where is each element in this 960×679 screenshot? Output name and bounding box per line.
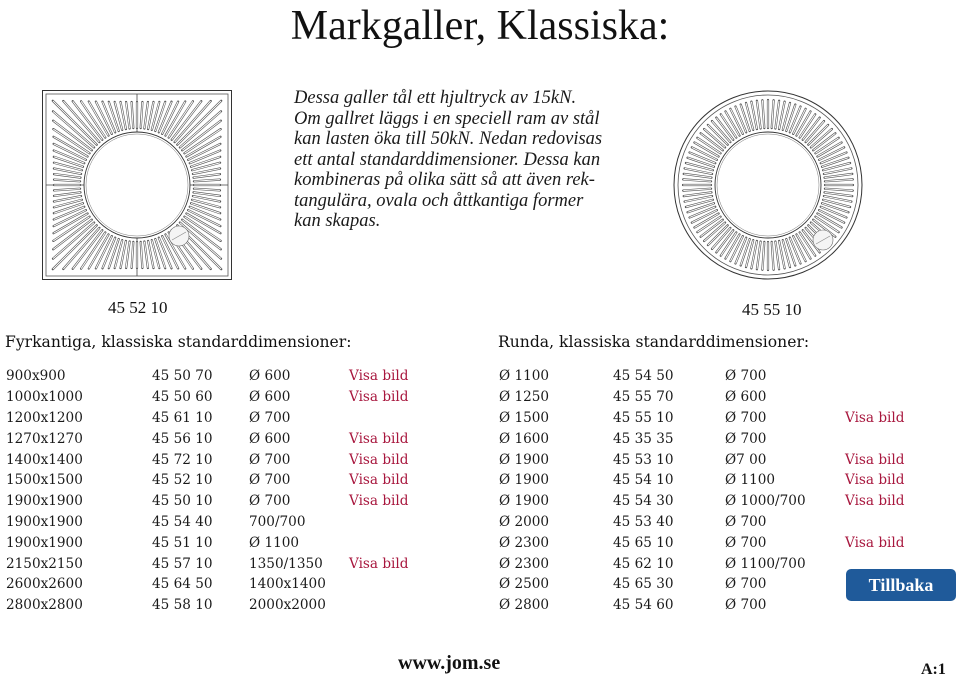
article-code-cell: 45 51 10 xyxy=(152,534,213,551)
show-image-link[interactable]: Visa bild xyxy=(845,472,905,489)
article-code-cell: 45 64 50 xyxy=(152,576,213,593)
hole-size-cell: 2000x2000 xyxy=(249,597,326,614)
show-image-link xyxy=(845,512,925,533)
intro-line: Dessa galler tål ett hjultryck av 15kN. xyxy=(294,88,577,108)
dimension-cell: Ø 2300 xyxy=(499,555,550,572)
dimension-cell: 1000x1000 xyxy=(6,389,83,406)
article-code-cell: 45 35 35 xyxy=(613,430,674,447)
table-row xyxy=(499,387,925,408)
dimension-cell: 2150x2150 xyxy=(6,555,83,572)
page-number: A:1 xyxy=(921,661,946,678)
intro-text xyxy=(294,88,664,232)
dimension-cell: Ø 2300 xyxy=(499,534,550,551)
intro-line: kan skapas. xyxy=(294,211,381,231)
show-image-link[interactable]: Visa bild xyxy=(349,368,409,385)
article-code-cell: 45 54 50 xyxy=(613,368,674,385)
article-code-cell: 45 65 30 xyxy=(613,576,674,593)
article-code-cell: 45 61 10 xyxy=(152,409,213,426)
article-code-cell: 45 54 60 xyxy=(613,597,674,614)
hole-size-cell: 700/700 xyxy=(249,513,306,530)
intro-line: kombineras på olika sätt så att även rek- xyxy=(294,170,595,190)
show-image-link xyxy=(349,532,429,553)
intro-line: Om gallret läggs i en speciell ram av stål xyxy=(294,108,600,129)
dimension-cell: 1900x1900 xyxy=(6,513,83,530)
round-grate-code: 45 55 10 xyxy=(742,300,802,319)
dimension-cell: 1270x1270 xyxy=(6,430,83,447)
table-row xyxy=(499,491,925,512)
square-grate-drawing xyxy=(42,90,232,280)
show-image-link[interactable]: Visa bild xyxy=(349,555,409,572)
hole-size-cell: Ø 700 xyxy=(249,451,291,468)
dimension-cell: Ø 1500 xyxy=(499,409,550,426)
dimension-cell: 900x900 xyxy=(6,368,66,385)
article-code-cell: 45 50 70 xyxy=(152,368,213,385)
intro-line: ett antal standarddimensioner. Dessa kan xyxy=(294,149,601,170)
intro-line: tangulära, ovala och åttkantiga former xyxy=(294,190,584,211)
hole-size-cell: Ø 600 xyxy=(249,368,291,385)
table-row xyxy=(6,408,429,429)
dimension-cell: Ø 2500 xyxy=(499,576,550,593)
dimension-cell: Ø 1100 xyxy=(499,368,550,385)
article-code-cell: 45 52 10 xyxy=(152,472,213,489)
article-code-cell: 45 53 10 xyxy=(613,451,674,468)
hole-size-cell: Ø 700 xyxy=(725,430,767,447)
dimension-cell: Ø 1900 xyxy=(499,493,550,510)
table-row xyxy=(499,532,925,553)
hole-size-cell: Ø 700 xyxy=(725,576,767,593)
article-code-cell: 45 56 10 xyxy=(152,430,213,447)
intro-line: kan lasten öka till 50kN. Nedan redovisas xyxy=(294,129,603,149)
dimension-cell: Ø 2800 xyxy=(499,597,550,614)
hole-size-cell: Ø 700 xyxy=(725,368,767,385)
show-image-link[interactable]: Visa bild xyxy=(349,430,409,447)
show-image-link xyxy=(349,408,429,429)
hole-size-cell: Ø7 00 xyxy=(725,451,767,468)
article-code-cell: 45 54 40 xyxy=(152,513,213,530)
show-image-link xyxy=(349,574,429,595)
table-row xyxy=(6,532,429,553)
article-code-cell: 45 50 60 xyxy=(152,389,213,406)
dimension-cell: Ø 2000 xyxy=(499,513,550,530)
table-row xyxy=(6,449,429,470)
article-code-cell: 45 57 10 xyxy=(152,555,213,572)
hole-size-cell: 1350/1350 xyxy=(249,555,323,572)
show-image-link xyxy=(845,428,925,449)
square-grate-code: 45 52 10 xyxy=(108,298,168,317)
show-image-link[interactable]: Visa bild xyxy=(349,451,409,468)
dimension-cell: 1900x1900 xyxy=(6,493,83,510)
hole-size-cell: Ø 700 xyxy=(725,534,767,551)
table-row xyxy=(6,553,429,574)
show-image-link[interactable]: Visa bild xyxy=(845,493,905,510)
dimension-cell: 2600x2600 xyxy=(6,576,83,593)
article-code-cell: 45 54 10 xyxy=(613,472,674,489)
page-title: Markgaller, Klassiska: xyxy=(290,3,670,49)
article-code-cell: 45 58 10 xyxy=(152,597,213,614)
table-row xyxy=(6,595,429,616)
dimension-cell: 1400x1400 xyxy=(6,451,83,468)
hole-size-cell: Ø 700 xyxy=(249,409,291,426)
table-row xyxy=(499,366,925,387)
hole-size-cell: Ø 700 xyxy=(249,493,291,510)
show-image-link[interactable]: Visa bild xyxy=(845,534,905,551)
article-code-cell: 45 62 10 xyxy=(613,555,674,572)
hole-size-cell: Ø 1100/700 xyxy=(725,555,806,572)
square-grate-image xyxy=(42,90,232,280)
dimension-cell: 1900x1900 xyxy=(6,534,83,551)
table-row xyxy=(6,512,429,533)
table-row xyxy=(6,574,429,595)
square-dimensions-table xyxy=(6,366,429,616)
article-code-cell: 45 55 10 xyxy=(613,409,674,426)
show-image-link xyxy=(845,366,925,387)
table-row xyxy=(6,491,429,512)
table-row xyxy=(6,366,429,387)
hole-size-cell: Ø 1000/700 xyxy=(725,493,806,510)
show-image-link[interactable]: Visa bild xyxy=(845,451,905,468)
hole-size-cell: Ø 700 xyxy=(249,472,291,489)
hole-size-cell: 1400x1400 xyxy=(249,576,326,593)
show-image-link xyxy=(845,387,925,408)
square-dimensions-heading: Fyrkantiga, klassiska standarddimensioner: xyxy=(5,333,352,351)
table-row xyxy=(499,512,925,533)
hole-size-cell: Ø 700 xyxy=(725,409,767,426)
dimension-cell: Ø 1600 xyxy=(499,430,550,447)
show-image-link xyxy=(349,595,429,616)
hole-size-cell: Ø 700 xyxy=(725,597,767,614)
website-link[interactable]: www.jom.se xyxy=(398,652,501,674)
table-row xyxy=(499,428,925,449)
article-code-cell: 45 53 40 xyxy=(613,513,674,530)
dimension-cell: Ø 1250 xyxy=(499,389,550,406)
table-row xyxy=(499,408,925,429)
hole-size-cell: Ø 600 xyxy=(725,389,767,406)
dimension-cell: 2800x2800 xyxy=(6,597,83,614)
article-code-cell: 45 50 10 xyxy=(152,493,213,510)
dimension-cell: Ø 1900 xyxy=(499,472,550,489)
dimension-cell: 1500x1500 xyxy=(6,472,83,489)
hole-size-cell: Ø 1100 xyxy=(725,472,776,489)
table-row xyxy=(6,428,429,449)
show-image-link xyxy=(349,512,429,533)
round-grate-drawing xyxy=(673,90,863,280)
show-image-link[interactable]: Visa bild xyxy=(845,409,905,426)
dimension-cell: Ø 1900 xyxy=(499,451,550,468)
hole-size-cell: Ø 600 xyxy=(249,430,291,447)
article-code-cell: 45 54 30 xyxy=(613,493,674,510)
article-code-cell: 45 65 10 xyxy=(613,534,674,551)
show-image-link[interactable]: Visa bild xyxy=(349,389,409,406)
hole-size-cell: Ø 600 xyxy=(249,389,291,406)
table-row xyxy=(499,449,925,470)
round-grate-image xyxy=(673,90,863,280)
table-row xyxy=(6,387,429,408)
hole-size-cell: Ø 700 xyxy=(725,513,767,530)
show-image-link[interactable]: Visa bild xyxy=(349,493,409,510)
table-row xyxy=(6,470,429,491)
article-code-cell: 45 55 70 xyxy=(613,389,674,406)
article-code-cell: 45 72 10 xyxy=(152,451,213,468)
dimension-cell: 1200x1200 xyxy=(6,409,83,426)
hole-size-cell: Ø 1100 xyxy=(249,534,300,551)
round-dimensions-heading: Runda, klassiska standarddimensioner: xyxy=(498,333,810,351)
table-row xyxy=(499,470,925,491)
show-image-link[interactable]: Visa bild xyxy=(349,472,409,489)
back-button[interactable]: Tillbaka xyxy=(846,569,956,601)
